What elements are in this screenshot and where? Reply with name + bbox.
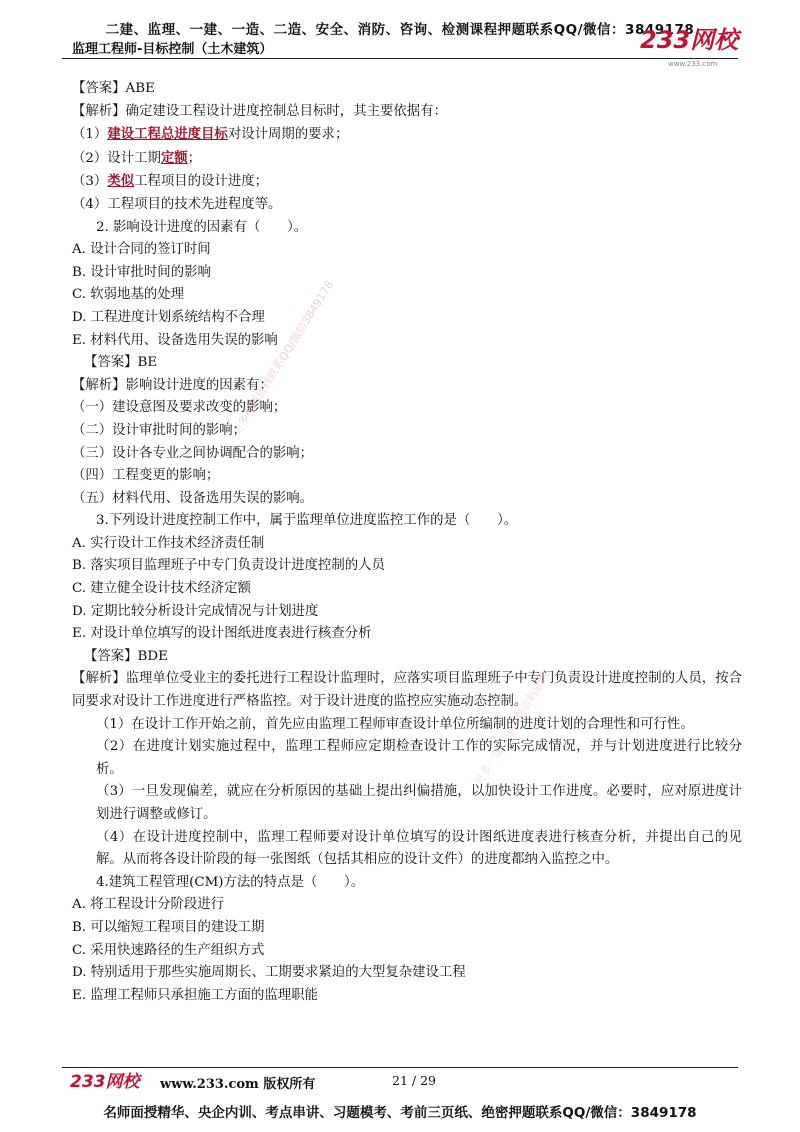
q3-option: A. 实行设计工作技术经济责任制 [72, 535, 265, 551]
q4-option: B. 可以缩短工程项目的建设工期 [72, 919, 265, 935]
header-contact-line: 二建、监理、一建、一造、二造、安全、消防、咨询、检测课程押题联系QQ/微信：3849178 [105, 22, 695, 38]
q3-paragraph: （4）在设计进度控制中，监理工程师要对设计单位填写的设计图纸进度表进行核查分析，并提出自己的见解。从而将各设计阶段的每一张图纸（包括其相应的设计文件）的进度都纳入监控之中。 [96, 829, 742, 868]
q2-item: （四）工程变更的影响； [72, 468, 220, 484]
footer-logo-text: 233网校 [70, 1072, 140, 1091]
q2-item: （二）设计审批时间的影响； [72, 422, 247, 438]
q3-answer: 【答案】BDE [84, 648, 168, 664]
footer-contact-line: 名师面授精华、央企内训、考点串讲、习题模考、考前三页纸、绝密押题联系QQ/微信：3849178 [103, 1105, 697, 1121]
q3-stem: 3.下列设计进度控制工作中，属于监理单位进度监控工作的是（ ）。 [96, 513, 518, 529]
header-logo-url: www.233.com [668, 60, 718, 68]
q2-item: （一）建设意图及要求改变的影响； [72, 400, 287, 416]
q2-option: A. 设计合同的签订时间 [72, 242, 211, 258]
watermark: 更多押题资料联系QQ/微信3849178 [229, 278, 337, 438]
q2-option: E. 材料代用、设备选用失误的影响 [72, 332, 278, 348]
brand-logo-text: 233网校 [640, 26, 739, 54]
q3-option: E. 对设计单位填写的设计图纸进度表进行核查分析 [72, 626, 372, 642]
q2-option: C. 软弱地基的处理 [72, 287, 185, 303]
q3-option: D. 定期比较分析设计完成情况与计划进度 [72, 603, 319, 619]
brand-logo [636, 22, 746, 62]
page-number: 21 / 29 [392, 1073, 436, 1088]
q2-stem: 2. 影响设计进度的因素有（ ）。 [96, 219, 308, 235]
q4-option: C. 采用快速路径的生产组织方式 [72, 942, 265, 958]
q3-option: C. 建立健全设计技术经济定额 [72, 581, 251, 597]
footer-logo [70, 1069, 154, 1091]
highlight-mark: 建设工程总进度目标 [107, 126, 228, 143]
footer-divider [62, 1067, 738, 1068]
header-divider [62, 58, 738, 59]
q1-analysis: 【解析】确定建设工程设计进度控制总目标时，其主要依据有： [72, 103, 447, 119]
q1-item: （2）设计工期定额； [72, 149, 202, 166]
q1-item: （3）类似工程项目的设计进度； [72, 173, 268, 190]
q4-option: D. 特别适用于那些实施周期长、工期要求紧迫的大型复杂建设工程 [72, 965, 466, 981]
q2-option: B. 设计审批时间的影响 [72, 264, 211, 280]
q1-answer: 【答案】ABE [72, 81, 155, 96]
q1-item: （1）建设工程总进度目标对设计周期的要求； [72, 126, 349, 143]
q2-analysis: 【解析】影响设计进度的因素有： [72, 377, 273, 393]
highlight-mark: 类似 [107, 173, 135, 190]
q2-item: （五）材料代用、设备选用失误的影响。 [72, 490, 314, 506]
header-subtitle: 监理工程师-目标控制（土木建筑） [72, 42, 273, 57]
q2-answer: 【答案】BE [84, 355, 158, 371]
q4-option: E. 监理工程师只承担施工方面的监理职能 [72, 987, 318, 1003]
q4-stem: 4.建筑工程管理(CM)方法的特点是（ ）。 [96, 874, 365, 890]
q2-item: （三）设计各专业之间协调配合的影响； [72, 445, 314, 461]
footer-copyright: www.233.com 版权所有 [160, 1077, 316, 1092]
watermark: 更多一建二建押题资料联系 [471, 669, 553, 788]
q3-paragraph: （3）一旦发现偏差，就应在分析原因的基础上提出纠偏措施，以加快设计工作进度。必要时，应对原进度计划进行调整或修订。 [96, 784, 742, 822]
q2-option: D. 工程进度计划系统结构不合理 [72, 309, 265, 325]
highlight-mark: 定额 [160, 149, 188, 166]
q3-analysis: 【解析】监理单位受业主的委托进行工程设计监理时，应落实项目监理班子中专门负责设计进度控制的人员，按合同要求对设计工作进度进行严格监控。对于设计进度的监控应实施动态控制。 [72, 671, 742, 710]
q1-item: （4）工程项目的技术先进程度等。 [72, 196, 282, 212]
document-body [72, 78, 742, 1007]
q3-paragraph: （2）在进度计划实施过程中，监理工程师应定期检查设计工作的实际完成情况，并与计划进度进行比较分析。 [96, 739, 742, 777]
q3-paragraph: （1）在设计工作开始之前，首先应由监理工程师审查设计单位所编制的进度计划的合理性和可行性。 [96, 716, 694, 732]
q4-option: A. 将工程设计分阶段进行 [72, 897, 225, 913]
q3-option: B. 落实项目监理班子中专门负责设计进度控制的人员 [72, 558, 385, 574]
